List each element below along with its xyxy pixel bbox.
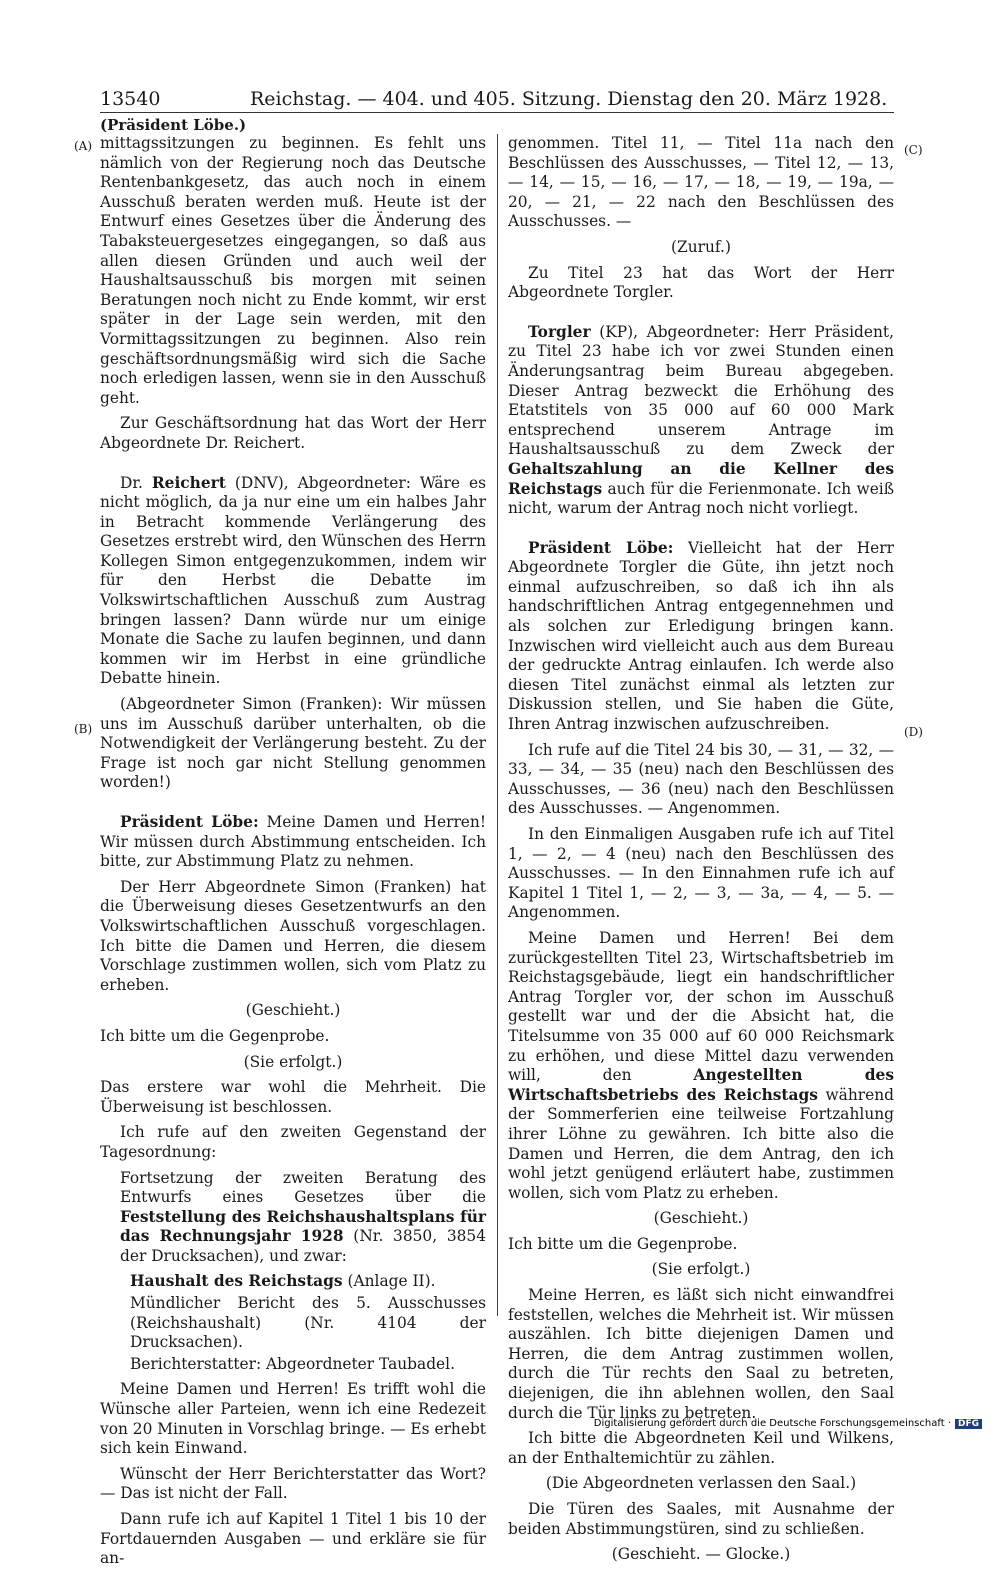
- paragraph: Meine Herren, es läßt sich nicht einwandfrei feststellen, welches die Mehrheit ist. Wir müssen auszählen. Ich bitte diejenigen Damen und Herren, die dem Antrag zustimmen wollen, durch die Tür rechts den Saal zu betreten, diejenigen, die ihn ablehnen wollen, den Saal durch die Tür links zu betreten.: [508, 1286, 894, 1422]
- page-header-title: Reichstag. — 404. und 405. Sitzung. Dienstag den 20. März 1928.: [250, 88, 888, 110]
- paragraph: Das erstere war wohl die Mehrheit. Die Überweisung ist beschlossen.: [100, 1078, 486, 1116]
- stage-direction: (Die Abgeordneten verlassen den Saal.): [545, 1474, 857, 1493]
- agenda-title: Feststellung des Reichshaushaltsplans für das Rechnungsjahr 1928: [120, 1207, 486, 1246]
- paragraph: Dann rufe ich auf Kapitel 1 Titel 1 bis 10 der Fortdauernden Ausgaben — und erkläre sie für an-: [100, 1510, 486, 1568]
- running-speaker: (Präsident Löbe.): [100, 116, 247, 134]
- stage-direction: (Geschieht.): [653, 1209, 749, 1228]
- paragraph: mittagssitzungen zu beginnen. Es fehlt uns nämlich von der Regierung noch das Deutsche Rentenbankgesetz, das auch noch in einem Ausschuß beraten werden muß. Heute ist der Entwurf eines Gesetzes über die Änderung des Tabaksteuergesetzes eingegangen, so daß aus allen diesen Gründen und auch weil der Haushaltsausschuß bis morgen mit seinen Beratungen noch nicht zu Ende kommt, wir erst später in der Lage sein werden, mit den Vormittagssitzungen zu beginnen. Also rein geschäftsordnungsmäßig wird sich die Sache noch erledigen lassen, wenn sie in den Ausschuß geht.: [100, 134, 486, 407]
- agenda-item: Fortsetzung der zweiten Beratung des Entwurfs eines Gesetzes über die Feststellung des Reichshaushaltsplans für das Rechnungsjahr 1928 (Nr. 3850, 3854 der Drucksachen), und zwar:: [120, 1168, 487, 1265]
- agenda-subitem: Haushalt des Reichstags (Anlage II).: [130, 1272, 436, 1291]
- paragraph: Zur Geschäftsordnung hat das Wort der Herr Abgeordnete Dr. Reichert.: [100, 414, 486, 452]
- agenda-reporter: Berichterstatter: Abgeordneter Taubadel.: [130, 1354, 455, 1373]
- speaker-name: Präsident Löbe:: [528, 538, 674, 557]
- header-rule: [100, 112, 894, 113]
- paragraph: genommen. Titel 11, — Titel 11a nach den Beschlüssen des Ausschusses, — Titel 12, — 13, — 14, — 15, — 16, — 17, — 18, — 19, — 19a, — 20, — 21, — 22 nach den Beschlüssen des Ausschusses. —: [508, 134, 894, 231]
- stage-direction: (Zuruf.): [671, 237, 731, 256]
- speaker-name: Reichert: [151, 473, 226, 492]
- paragraph: Die Türen des Saales, mit Ausnahme der beiden Abstimmungstüren, sind zu schließen.: [508, 1500, 894, 1538]
- paragraph: Wünscht der Herr Berichterstatter das Wort? — Das ist nicht der Fall.: [100, 1464, 486, 1503]
- speech-reichert: Dr. Reichert (DNV), Abgeordneter: Wäre es nicht möglich, da ja nur eine um ein halbes Jahr in Betracht kommende Verlängerung des Gesetzes erstrebt wird, den Wünschen des Herrn Kollegen Simon entgegenzukommen, indem wir für den Herbst die Debatte im Volkswirtschaftlichen Ausschuß zum Austrag bringen lassen? Dann würde nur um einige Monate die Sache zu laufen beginnen, und dann kommen wir im Herbst in eine gründliche Debatte hinein.: [100, 473, 486, 688]
- paragraph: Der Herr Abgeordnete Simon (Franken) hat die Überweisung dieses Gesetzentwurfs an den Volkswirtschaftlichen Ausschuß vorgeschlagen. Ich bitte die Damen und Herren, die diesem Vorschlage zustimmen wollen, sich vom Platz zu erheben.: [100, 877, 486, 994]
- column-divider: [497, 134, 498, 1316]
- margin-mark-a: (A): [74, 139, 93, 153]
- paragraph: Ich rufe auf die Titel 24 bis 30, — 31, — 32, — 33, — 34, — 35 (neu) nach den Beschlüssen des Ausschusses, — 36 (neu) nach den Beschlüssen des Ausschusses. — Angenommen.: [508, 740, 894, 818]
- stage-direction: (Sie erfolgt.): [651, 1260, 751, 1279]
- paragraph: In den Einmaligen Ausgaben rufe ich auf Titel 1, — 2, — 4 (neu) nach den Beschlüssen des Ausschusses. — In den Einnahmen rufe ich auf Kapitel 1 Titel 1, — 2, — 3, — 3a, — 4, — 5. — Angenommen.: [508, 825, 894, 922]
- interjection: (Abgeordneter Simon (Franken): Wir müssen uns im Ausschuß darüber unterhalten, ob die Notwendigkeit der Verlängerung besteht. Zu der Frage ist noch gar nicht Stellung genommen worden!): [100, 695, 486, 792]
- dfg-logo: DFG: [955, 1419, 982, 1429]
- speaker-name: Torgler: [528, 322, 591, 341]
- paragraph: Meine Damen und Herren! Bei dem zurückgestellten Titel 23, Wirtschaftsbetrieb im Reichstagsgebäude, liegt ein handschriftlicher Antrag Torgler vor, der schon im Ausschuß gestellt war und der die Absicht hat, die Titelsumme von 35 000 auf 60 000 Reichsmark zu erhöhen, und diese Mittel dazu verwenden will, den Angestellten des Wirtschaftsbetriebs des Reichstags während der Sommerferien eine teilweise Fortzahlung ihrer Löhne zu gewähren. Ich bitte also die Damen und Herren, die dem Antrag, den ich wohl jetzt genügend erläutert habe, zustimmen wollen, sich vom Platz zu erheben.: [508, 928, 894, 1202]
- stage-direction: (Sie erfolgt.): [243, 1052, 343, 1071]
- margin-mark-c: (C): [904, 143, 923, 157]
- agenda-report: Mündlicher Bericht des 5. Ausschusses (Reichshaushalt) (Nr. 4104 der Drucksachen).: [130, 1294, 486, 1352]
- page-number: 13540: [100, 88, 161, 110]
- digitization-credit: [594, 1418, 982, 1429]
- paragraph: Zu Titel 23 hat das Wort der Herr Abgeordnete Torgler.: [508, 263, 894, 302]
- margin-mark-b: (B): [74, 722, 93, 736]
- paragraph: Ich bitte um die Gegenprobe.: [100, 1026, 330, 1045]
- paragraph: Ich rufe auf den zweiten Gegenstand der Tagesordnung:: [100, 1123, 486, 1161]
- paragraph: Ich bitte die Abgeordneten Keil und Wilkens, an der Enthaltemichtür zu zählen.: [508, 1429, 894, 1467]
- margin-mark-d: (D): [904, 725, 923, 739]
- stage-direction: (Geschieht. — Glocke.): [611, 1545, 791, 1564]
- speech-loebe: Präsident Löbe: Meine Damen und Herren! Wir müssen durch Abstimmung entscheiden. Ich bitte, zur Abstimmung Platz zu nehmen.: [100, 813, 486, 871]
- left-column: [100, 134, 486, 1575]
- speech-loebe: Präsident Löbe: Vielleicht hat der Herr Abgeordnete Torgler die Güte, ihn jetzt noch einmal aufzuschreiben, so daß ich ihn als handschriftlichen Antrag entgegennehmen und als solchen zur Erledigung bringen kann. Inzwischen wird vielleicht auch aus dem Bureau der gedruckte Antrag einlaufen. Ich werde also diesen Titel zunächst einmal als letzten zur Diskussion stellen, und Sie haben die Güte, Ihren Antrag inzwischen aufzuschreiben.: [508, 538, 894, 734]
- speech-torgler: Torgler (KP), Abgeordneter: Herr Präsident, zu Titel 23 habe ich vor zwei Stunden einen Änderungsantrag beim Bureau abgegeben. Dieser Antrag bezweckt die Erhöhung des Etatstitels von 35 000 auf 60 000 Mark entsprechend unserem Antrage im Haushaltsausschuß zu dem Zweck der Gehaltszahlung an die Kellner des Reichstags auch für die Ferienmonate. Ich weiß nicht, warum der Antrag noch nicht vorliegt.: [508, 322, 894, 518]
- right-column: [508, 134, 894, 1571]
- paragraph: Meine Damen und Herren! Es trifft wohl die Wünsche aller Parteien, wenn ich eine Redezeit von 20 Minuten in Vorschlag bringe. — Es erhebt sich kein Einwand.: [100, 1380, 486, 1458]
- stage-direction: (Geschieht.): [245, 1001, 341, 1020]
- credit-text: Digitalisierung gefördert durch die Deutsche Forschungsgemeinschaft ·: [593, 1418, 951, 1429]
- speaker-name: Präsident Löbe:: [120, 813, 259, 831]
- paragraph: Ich bitte um die Gegenprobe.: [508, 1234, 738, 1253]
